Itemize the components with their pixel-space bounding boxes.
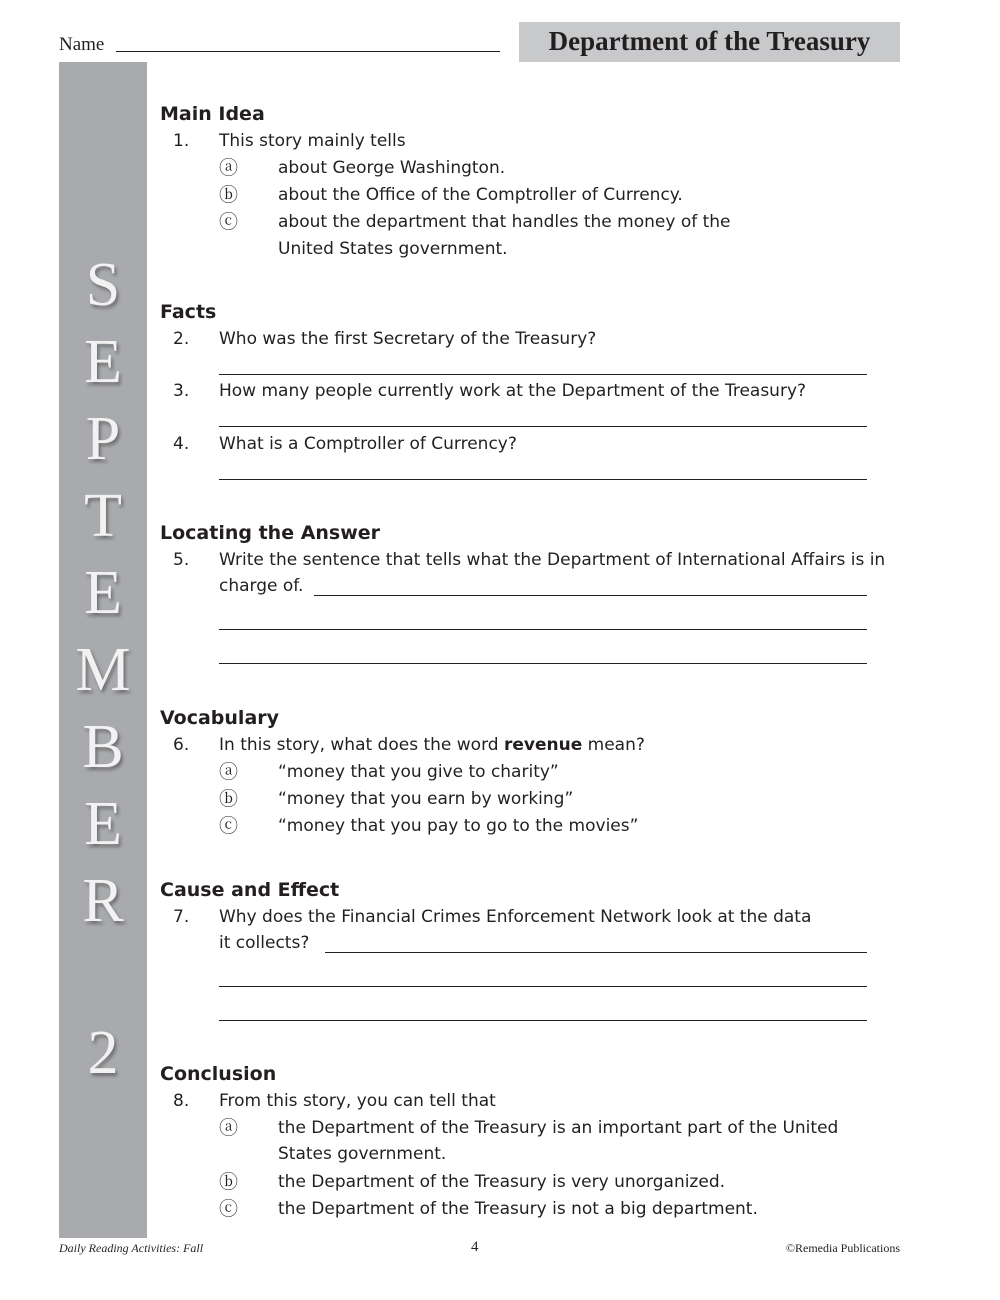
question-number: 4. (173, 434, 190, 454)
option-text: about the department that handles the money of the (278, 212, 731, 232)
answer-line[interactable] (219, 374, 867, 375)
answer-line[interactable] (219, 629, 867, 630)
option-a-bubble[interactable]: ⓐ (219, 1117, 239, 1139)
question-text-continued: charge of. (219, 576, 304, 596)
question-text: How many people currently work at the Department of the Treasury? (219, 381, 807, 401)
option-text-continued: United States government. (278, 239, 508, 259)
section-heading-facts: Facts (160, 301, 217, 323)
sidebar-day-number: 2 (87, 1019, 119, 1087)
option-a-bubble[interactable]: ⓐ (219, 157, 239, 179)
question-number: 7. (173, 907, 190, 927)
section-heading-main-idea: Main Idea (160, 103, 265, 125)
sidebar-letter: B (82, 713, 124, 781)
page-title: Department of the Treasury (548, 26, 871, 56)
answer-line[interactable] (219, 426, 867, 427)
option-c-bubble[interactable]: ⓒ (219, 815, 239, 837)
option-text: the Department of the Treasury is not a big department. (278, 1199, 758, 1219)
question-number: 8. (173, 1091, 190, 1111)
option-text: the Department of the Treasury is an important part of the United (278, 1118, 839, 1138)
question-number: 5. (173, 550, 190, 570)
option-text: about the Office of the Comptroller of Currency. (278, 185, 683, 205)
footer-copyright: ©Remedia Publications (785, 1241, 900, 1255)
question-number: 3. (173, 381, 190, 401)
page-number: 4 (471, 1239, 479, 1255)
option-text: “money that you earn by working” (278, 789, 574, 809)
option-b-bubble[interactable]: ⓑ (219, 184, 239, 206)
question-text: Why does the Financial Crimes Enforcement Network look at the data (219, 907, 812, 927)
option-text-continued: States government. (278, 1144, 447, 1164)
footer-book-title: Daily Reading Activities: Fall (59, 1241, 204, 1255)
answer-line[interactable] (219, 986, 867, 987)
sidebar-letter: M (75, 636, 131, 704)
question-text (219, 733, 645, 757)
question-text-after: mean? (582, 735, 645, 755)
name-label: Name (59, 34, 105, 55)
question-number: 6. (173, 735, 190, 755)
answer-line[interactable] (314, 595, 867, 596)
option-b-bubble[interactable]: ⓑ (219, 1171, 239, 1193)
option-b-bubble[interactable]: ⓑ (219, 788, 239, 810)
sidebar-letter: P (85, 405, 121, 473)
question-text: Who was the first Secretary of the Treasury? (219, 329, 597, 349)
sidebar-letter: E (84, 328, 122, 396)
sidebar-letter: E (84, 790, 122, 858)
sidebar-letter: T (84, 482, 122, 550)
name-answer-line[interactable] (116, 51, 500, 52)
sidebar-letter: R (82, 867, 124, 935)
question-text: This story mainly tells (219, 131, 406, 151)
section-heading-locating-the-answer: Locating the Answer (160, 522, 381, 544)
answer-line[interactable] (219, 663, 867, 664)
question-text-before: In this story, what does the word (219, 735, 504, 755)
option-text: the Department of the Treasury is very unorganized. (278, 1172, 726, 1192)
section-heading-cause-and-effect: Cause and Effect (160, 879, 340, 901)
question-text-continued: it collects? (219, 933, 310, 953)
answer-line[interactable] (219, 479, 867, 480)
question-number: 2. (173, 329, 190, 349)
option-text: “money that you give to charity” (278, 762, 559, 782)
sidebar-letter: S (85, 251, 121, 319)
option-c-bubble[interactable]: ⓒ (219, 1198, 239, 1220)
question-text: What is a Comptroller of Currency? (219, 434, 517, 454)
sidebar-letter: E (84, 559, 122, 627)
question-text: Write the sentence that tells what the Department of International Affairs is in (219, 550, 886, 570)
option-text: “money that you pay to go to the movies” (278, 816, 639, 836)
question-number: 1. (173, 131, 190, 151)
option-a-bubble[interactable]: ⓐ (219, 761, 239, 783)
section-heading-vocabulary: Vocabulary (160, 707, 280, 729)
option-text: about George Washington. (278, 158, 506, 178)
vocabulary-keyword: revenue (503, 735, 583, 755)
option-c-bubble[interactable]: ⓒ (219, 211, 239, 233)
answer-line[interactable] (219, 1020, 867, 1021)
answer-line[interactable] (325, 952, 867, 953)
section-heading-conclusion: Conclusion (160, 1063, 277, 1085)
question-text: From this story, you can tell that (219, 1091, 496, 1111)
